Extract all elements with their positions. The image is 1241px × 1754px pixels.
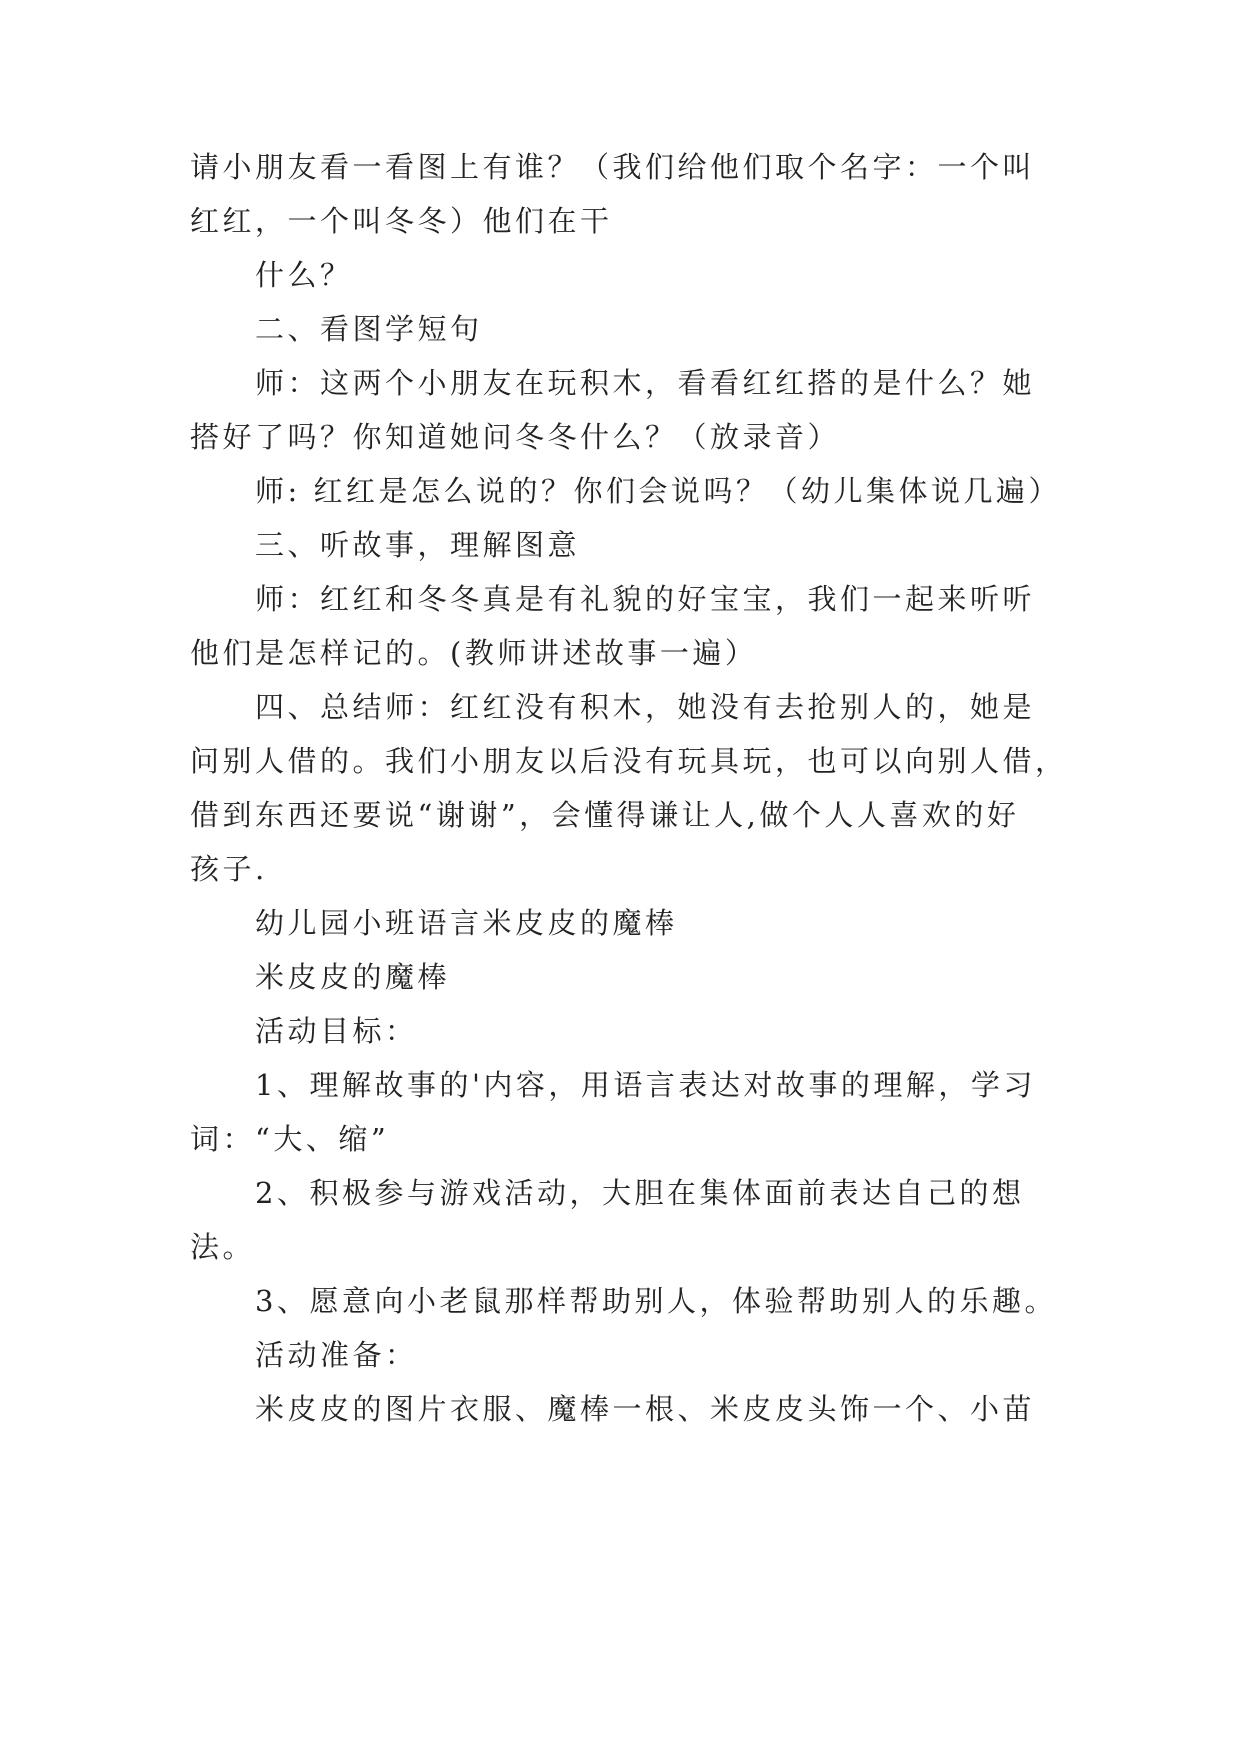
section-heading: 活动准备： [255,1338,418,1372]
list-item: 1、理解故事的'内容，用语言表达对故事的理解，学习 [255,1068,1036,1102]
text-line: 师: 红红是怎么说的？你们会说吗？（幼儿集体说几遍） [255,474,1061,508]
text-line: 红红，一个叫冬冬）他们在干 [190,204,613,238]
section-heading: 三、听故事，理解图意 [255,528,581,562]
list-item: 2、积极参与游戏活动，大胆在集体面前表达自己的想 [255,1176,1025,1210]
text-line: 借到东西还要说“谢谢”，会懂得谦让人,做个人人喜欢的好 [190,798,1020,832]
text-line: 请小朋友看一看图上有谁？（我们给他们取个名字：一个叫 [190,150,1036,184]
text-line: 问别人借的。我们小朋友以后没有玩具玩，也可以向别人借， [190,744,1068,778]
text-line: 搭好了吗？你知道她问冬冬什么？（放录音） [190,420,841,454]
document-title: 幼儿园小班语言米皮皮的魔棒 [255,906,678,940]
section-heading: 活动目标： [255,1014,418,1048]
list-item: 3、愿意向小老鼠那样帮助别人，体验帮助别人的乐趣。 [255,1284,1057,1318]
section-heading: 二、看图学短句 [255,312,483,346]
text-line: 师：红红和冬冬真是有礼貌的好宝宝，我们一起来听听 [255,582,1036,616]
section-heading: 四、总结师：红红没有积木，她没有去抢别人的，她是 [255,690,1036,724]
text-line: 米皮皮的图片衣服、魔棒一根、米皮皮头饰一个、小苗 [255,1392,1036,1426]
text-line: 词：“大、缩” [190,1122,390,1156]
text-line: 孩子. [190,852,268,886]
text-line: 他们是怎样记的。(教师讲述故事一遍） [190,636,758,670]
text-line: 什么？ [255,258,353,292]
story-title: 米皮皮的魔棒 [255,960,451,994]
text-line: 师：这两个小朋友在玩积木，看看红红搭的是什么？她 [255,366,1036,400]
text-line: 法。 [190,1230,256,1264]
